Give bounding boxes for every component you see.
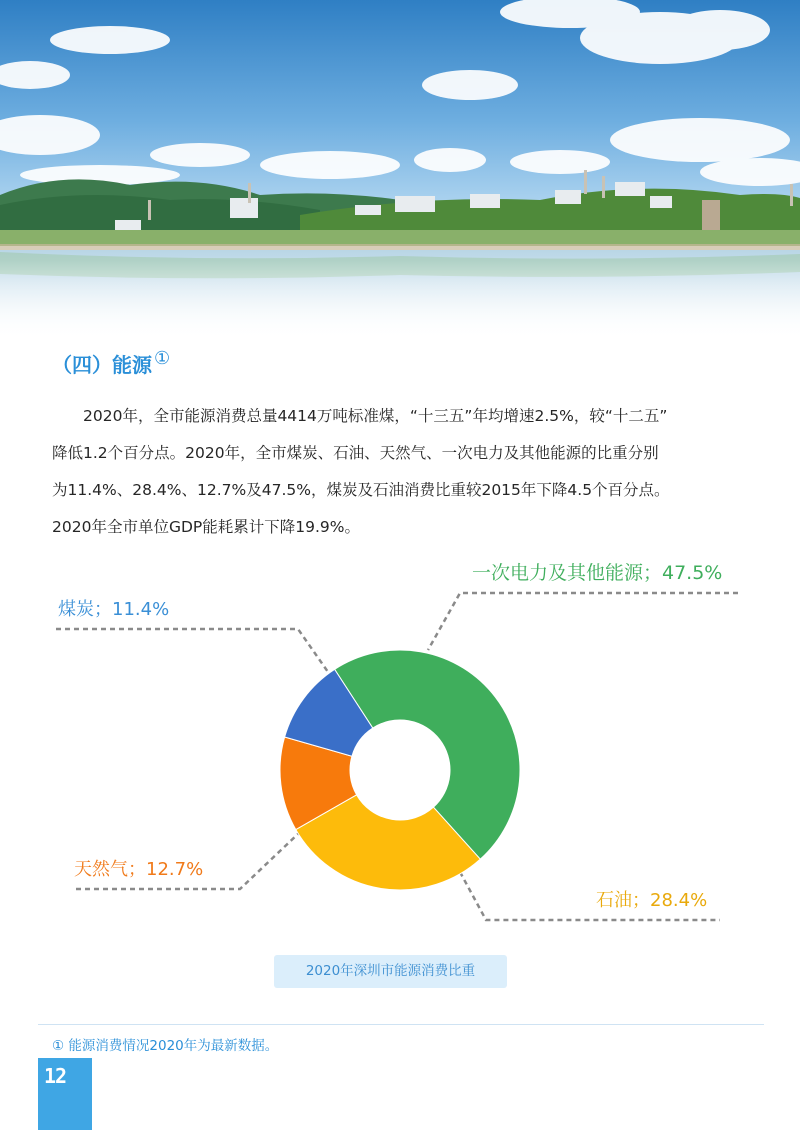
landscape-illustration [0, 0, 800, 340]
header-banner-image [0, 0, 800, 340]
footnote-text: ① 能源消费情况2020年为最新数据。 [52, 1038, 279, 1054]
label-oil: 石油；28.4% [596, 890, 708, 911]
body-paragraph [52, 398, 752, 546]
paragraph-line-1: 2020年，全市能源消费总量4414万吨标准煤，“十三五”年均增速2.5%，较“十二五” [83, 407, 668, 425]
paragraph-line-3: 为11.4%、28.4%、12.7%及47.5%，煤炭及石油消费比重较2015年下降4.5个百分点。 [52, 481, 670, 499]
paragraph-line-4: 2020年全市单位GDP能耗累计下降19.9%。 [52, 518, 360, 536]
page-number: 12 [44, 1064, 67, 1088]
label-power: 一次电力及其他能源；47.5% [472, 562, 723, 584]
label-coal: 煤炭；11.4% [58, 599, 170, 620]
section-title [52, 348, 170, 378]
footnote-marker[interactable]: ① [154, 348, 171, 369]
donut-slices [280, 650, 520, 890]
label-gas: 天然气；12.7% [74, 859, 204, 880]
footnote-divider [38, 1024, 764, 1025]
chart-caption: 2020年深圳市能源消费比重 [274, 955, 507, 988]
leader-line-power [428, 593, 738, 650]
leader-line-coal [56, 629, 328, 672]
paragraph-line-2: 降低1.2个百分点。2020年，全市煤炭、石油、天然气、一次电力及其他能源的比重分别 [52, 444, 659, 462]
section-title-text: （四）能源 [52, 353, 152, 377]
